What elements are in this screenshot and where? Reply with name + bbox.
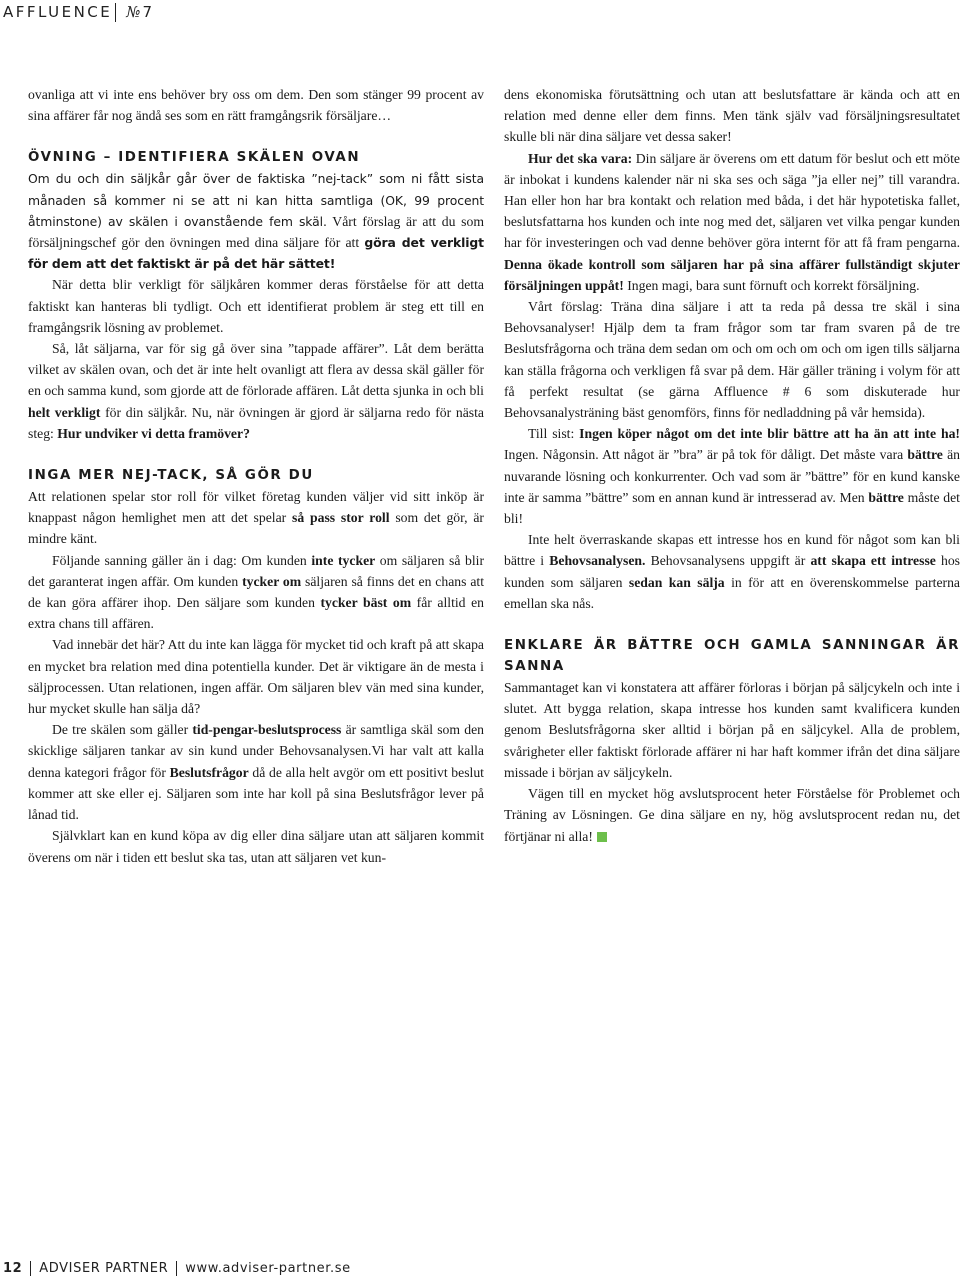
paragraph: Att relationen spelar stor roll för vilket företag kunden väljer vid sitt inköp är knappast någon hemlighet men att det spelar så pass stor roll som det gör, är mindre känt. (28, 489, 484, 547)
paragraph: Vad innebär det här? Att du inte kan lägga för mycket tid och kraft på att skapa en mycket bra relation med dina potentiella kunder. Det är viktigare än de mesta i säljprocessen. Utan relationen, ingen affär. Om säljaren blev vän med sina kunder, hur mycket skulle han sälja då? (28, 637, 484, 717)
paragraph: Vårt förslag: Träna dina säljare i att ta reda på dessa tre skäl i sina Behovsanalyser! Hjälp dem ta fram frågor som tar fram svaren på de tre Beslutsfrågorna och träna dem sedan om och om och om och om igen tills säljarna kan ställa frågorna och verkligen få svar på dem. Här gäller träning i volym för att få perfekt resultat (se gärna Affluence # 6 som diskuterade hur Behovsanalysträning bäst genomförs, finns för nedladdning på vår hemsida). (504, 299, 960, 421)
left-column (28, 84, 484, 868)
footer-divider (176, 1261, 177, 1276)
masthead-number-sign: № (126, 3, 141, 21)
section-heading-ovning: ÖVNING – IDENTIFIERA SKÄLEN OVAN (28, 150, 361, 166)
paragraph: Så, låt säljarna, var för sig gå över sina ”tappade affärer”. Låt dem berätta vilket av skälen ovan, och det är inte helt ovanligt att flera av dessa skäl gäller för en och samma kund, som gjorde att de förlorade affären. Låt detta sjunka in och bli helt verkligt för din säljkår. Nu, när övningen är gjord är säljarna redo för nästa steg: Hur undviker vi detta framöver? (28, 341, 484, 441)
masthead-brand: AFFLUENCE (3, 3, 113, 21)
paragraph: Hur det ska vara: Din säljare är överens om ett datum för beslut och ett möte är inbokat i kundens kalender när ni ska ses och säga ”ja eller nej” till varandra. Han eller hon har bra kontakt och relation med båda, i det här hypotetiska fallet, beslutsfattarna hos kunden och inte nog med det, säljaren vet vilka pengar kunden har för investeringen och vad denne behöver göra internt för att få fram pengarna. Denna ökade kontroll som säljaren har på sina affärer fullständigt skjuter försäljningen uppåt! Ingen magi, bara sunt förnuft och korrekt försäljning. (504, 150, 960, 293)
masthead (3, 0, 155, 24)
paragraph: Till sist: Ingen köper något om det inte blir bättre att ha än att inte ha! Ingen. Någonsin. Att något är ”bra” är på tok för dåligt. Det måste vara bättre än nuvarande lösning och konkurrenter. Och vad som är ”bättre” för en kund kanske inte är samma ”bättre” som en annan kund är intresserad av. Men bättre måste det bli! (504, 426, 960, 527)
end-mark-square-icon (597, 832, 607, 842)
paragraph: När detta blir verkligt för säljkåren kommer deras förståelse för att detta faktiskt kan hanteras bli tydligt. Och ett identifierat problem är steg ett till en framgångsrik lösning av problemet. (28, 277, 484, 335)
page-number: 12 (3, 1261, 23, 1276)
masthead-divider (115, 3, 116, 22)
paragraph: Inte helt överraskande skapas ett intresse hos en kund för något som kan bli bättre i Behovsanalysen. Behovsanalysens uppgift är att skapa ett intresse hos kunden som säljaren sedan kan sälja in för att en överenskommelse parterna emellan ska nås. (504, 532, 960, 611)
section-heading-enklare-ar-battre: ENKLARE ÄR BÄTTRE OCH GAMLA SANNINGAR ÄR SANNA (504, 638, 960, 675)
paragraph: De tre skälen som gäller tid-pengar-beslutsprocess är samtliga skäl som den skicklige säljaren tankar av sin kund under Behovsanalysen.Vi har valt att kalla denna kategori frågor för Beslutsfrågor då de alla helt avgör om ett positivt beslut kommer att ske eller ej. Säljaren som inte har koll på sina Beslutsfrågor lever på lånad tid. (28, 722, 484, 823)
website-url: www.adviser-partner.se (185, 1261, 351, 1276)
paragraph: Sammantaget kan vi konstatera att affärer förloras i början på säljcykeln och inte i slutet. Att bygga relation, skapa intresse hos kunden samt kvalificera kunden genom Beslutsfrågorna sker alltid i början på en säljcykel. Alla de problem, svårigheter eller faktiskt förlorade affärer ni har haft kommer ifrån det dina säljare missade i början av säljcykeln. (504, 680, 960, 780)
masthead-issue-number: 7 (142, 3, 155, 21)
right-column (504, 84, 960, 847)
paragraph: Vägen till en mycket hög avslutsprocent heter Förståelse för Problemet och Träning av Lösningen. Ge dina säljare en ny, hög avslutsprocent redan nu, det förtjänar ni alla! (504, 786, 960, 844)
paragraph: Självklart kan en kund köpa av dig eller dina säljare utan att säljaren kommit överens om när i tiden ett beslut ska tas, utan att säljaren vet kun- (28, 828, 484, 865)
publication-name: ADVISER PARTNER (39, 1261, 169, 1276)
section-heading-inga-mer-nej-tack: INGA MER NEJ-TACK, SÅ GÖR DU (28, 468, 314, 484)
footer (3, 1261, 351, 1276)
paragraph: dens ekonomiska förutsättning och utan att beslutsfattare är kända och att en relation med denne eller dem finns. Men tänk själv vad försäljningsresultatet skulle bli när dina säljare vet dessa saker! (504, 87, 960, 145)
footer-divider (30, 1261, 31, 1276)
intro-paragraph: ovanliga att vi inte ens behöver bry oss om dem. Den som stänger 99 procent av sina affärer får nog ändå ses som en rätt framgångsrik försäljare… (28, 87, 484, 124)
paragraph: Om du och din säljkår går över de faktiska ”nej-tack” som ni fått sista månaden så kommer ni se att ni kan hitta samtliga (OK, 99 procent åtminstone) av skälen i ovanstående fem skäl. Vårt förslag är att du som försäljningschef gör den övningen med dina säljare för att göra det verkligt för dem att det faktiskt är på det här sättet! (28, 171, 484, 272)
paragraph: Följande sanning gäller än i dag: Om kunden inte tycker om säljaren så blir det garanterat ingen affär. Om kunden tycker om säljaren så finns det en chans att de kan göra affärer ihop. Den säljare som kunden tycker bäst om får alltid en extra chans till affären. (28, 552, 484, 632)
